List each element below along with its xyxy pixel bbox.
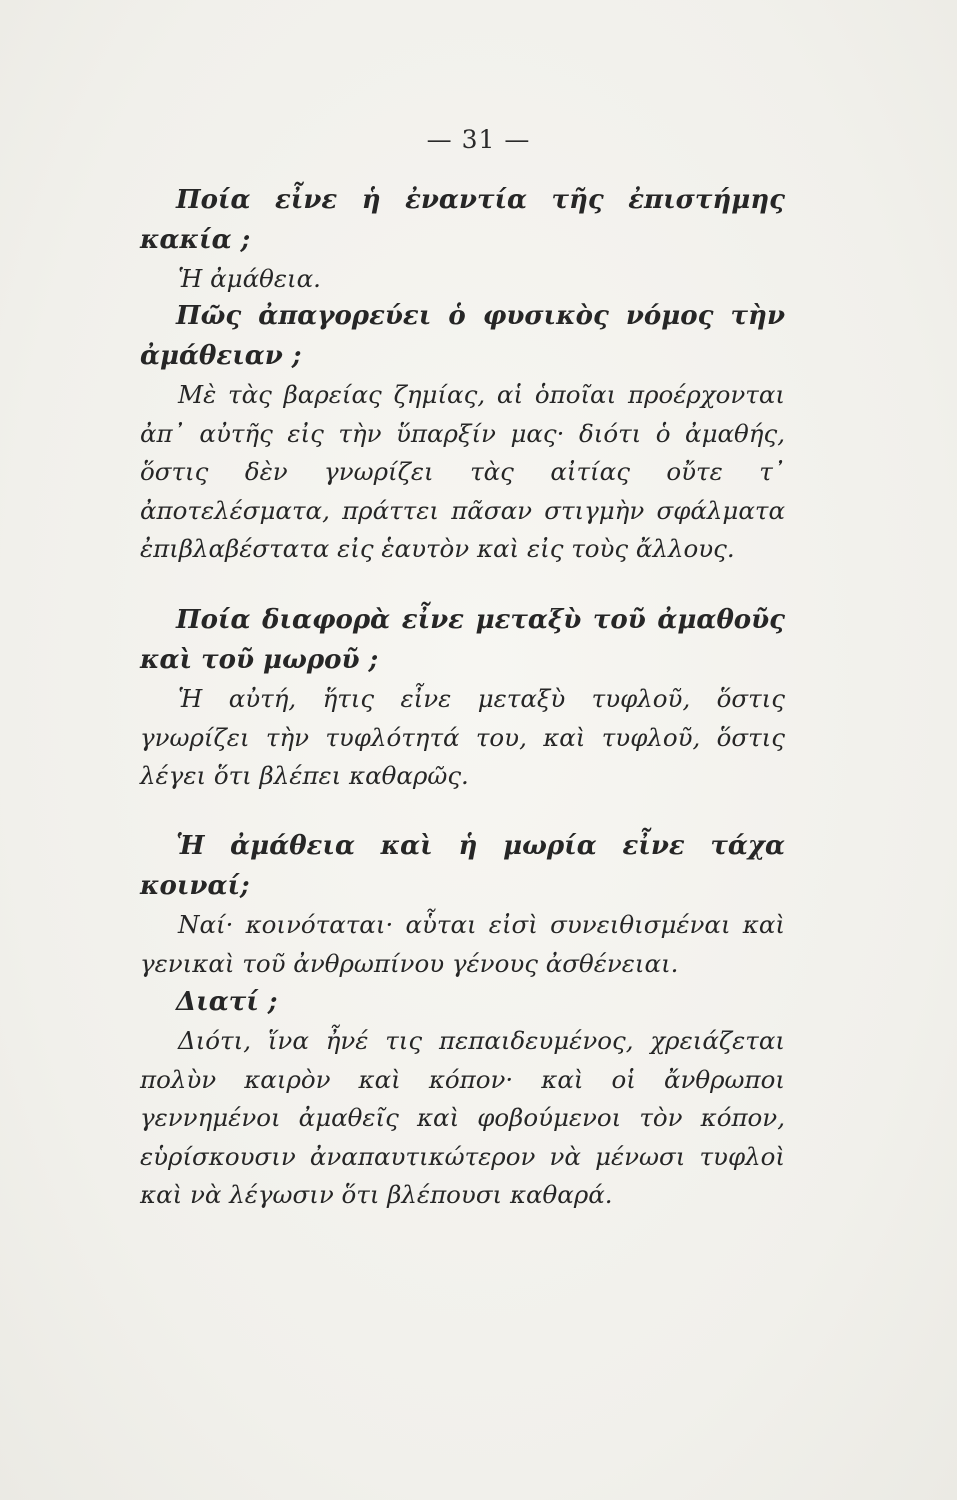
question-4: Ἡ ἀμάθεια καὶ ἡ μωρία εἶνε τάχα κοιναί;	[140, 831, 785, 901]
qa-section-2	[140, 296, 785, 569]
qa-section-4	[140, 826, 785, 983]
answer-3-text: Ἡ αὐτή, ἥτις εἶνε μεταξὺ τυφλοῦ, ὅστις γνωρίζει τὴν τυφλότητά του, καὶ τυφλοῦ, ὅστις λέγει ὅτι βλέπει καθαρῶς.	[140, 684, 785, 790]
qa-section-3	[140, 600, 785, 796]
qa-section-1	[140, 180, 785, 299]
question-1: Ποία εἶνε ἡ ἐναντία τῆς ἐπιστήμης κακία ;	[140, 185, 785, 255]
answer-2-text: Μὲ τὰς βαρείας ζημίας, αἱ ὁποῖαι προέρχονται ἀπ᾽ αὐτῆς εἰς τὴν ὕπαρξίν μας· διότι ὁ ἀμαθής, ὅστις δὲν γνωρίζει τὰς αἰτίας οὔτε τ᾽ ἀποτελέσματα, πράττει πᾶσαν στιγμὴν σφάλματα ἐπιβλαβέστατα εἰς ἑαυτὸν καὶ εἰς τοὺς ἄλλους.	[140, 380, 785, 563]
page-number: — 31 —	[426, 125, 531, 154]
question-5: Διατί ;	[176, 987, 278, 1017]
answer-1-text: Ἡ ἀμάθεια.	[178, 264, 321, 293]
answer-2	[140, 376, 785, 569]
question-2: Πῶς ἀπαγορεύει ὁ φυσικὸς νόμος τὴν ἀμάθειαν ;	[140, 301, 785, 371]
answer-1	[140, 260, 785, 299]
answer-4	[140, 906, 785, 983]
answer-3	[140, 680, 785, 796]
answer-4-text: Ναί· κοινόταται· αὗται εἰσὶ συνειθισμέναι καὶ γενικαὶ τοῦ ἀνθρωπίνου γένους ἀσθένειαι.	[140, 910, 785, 978]
answer-5-text: Διότι, ἵνα ἦνέ τις πεπαιδευμένος, χρειάζεται πολὺν καιρὸν καὶ κόπον· καὶ οἱ ἄνθρωποι γεννημένοι ἀμαθεῖς καὶ φοβούμενοι τὸν κόπον, εὑρίσκουσιν ἀναπαυτικώτερον νὰ μένωσι τυφλοὶ καὶ νὰ λέγωσιν ὅτι βλέπουσι καθαρά.	[140, 1026, 785, 1209]
qa-section-5	[140, 982, 785, 1215]
answer-5	[140, 1022, 785, 1215]
question-3: Ποία διαφορὰ εἶνε μεταξὺ τοῦ ἀμαθοῦς καὶ τοῦ μωροῦ ;	[140, 605, 785, 675]
